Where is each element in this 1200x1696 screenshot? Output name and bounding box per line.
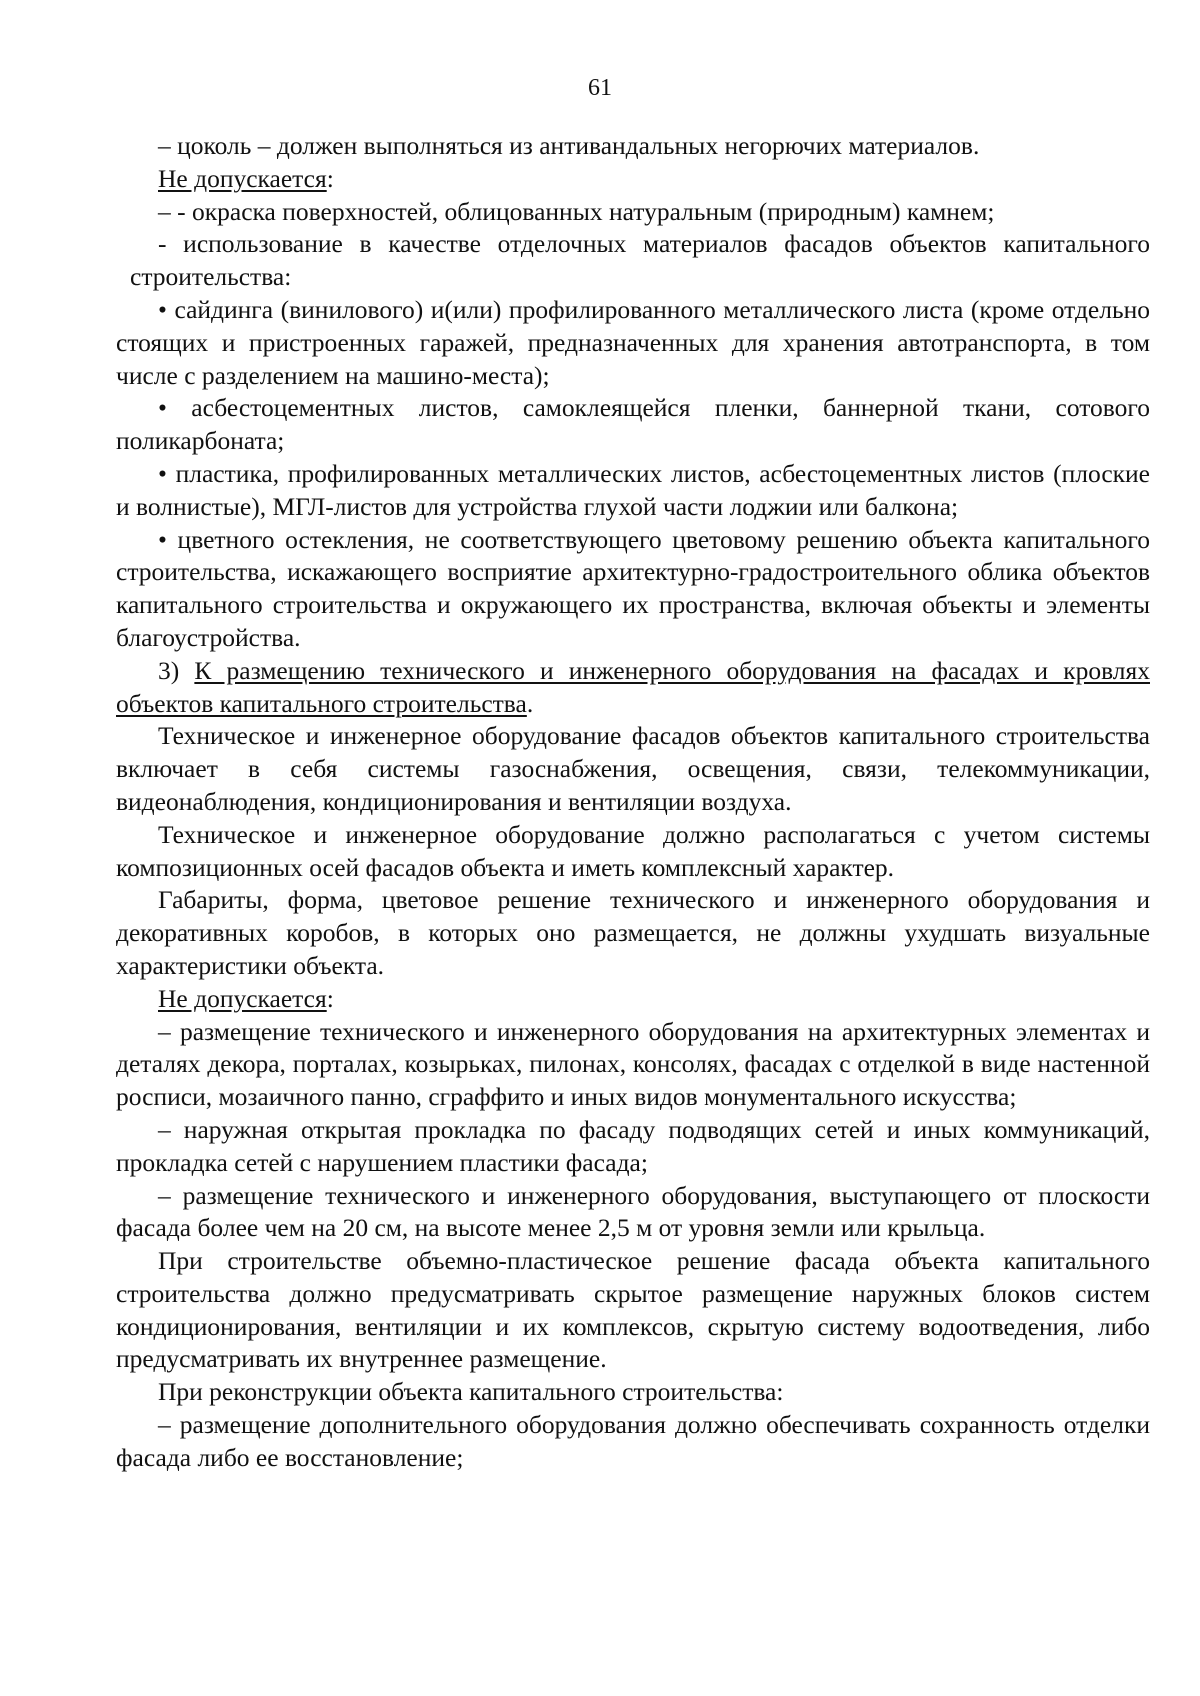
list-item-protruding-equipment: – размещение технического и инженерного оборудования, выступающего от плоскости фасада более чем на 20 см, на высоте менее 2,5 м от уровня земли или крыльца. xyxy=(116,1180,1150,1243)
bullet-asbestos: • асбестоцементных листов, самоклеящейся пленки, баннерной ткани, сотового поликарбоната; xyxy=(116,393,1150,456)
list-item-decor-placement: – размещение технического и инженерного оборудования на архитектурных элементах и деталях декора, порталах, козырьках, пилонах, консолях, фасадах с отделкой в виде настенной росписи, мозаичного панно, сграффито и иных видов монументального искусства; xyxy=(116,1016,1150,1112)
bullet-color-glazing: • цветного остекления, не соответствующего цветовому решению объекта капитального строительства, искажающего восприятие архитектурно-градостроительного облика объектов капитального строительства и окружающего их пространства, включая объекты и элементы благоустройства. xyxy=(116,524,1150,652)
paragraph-reconstruction: При реконструкции объекта капитального строительства: xyxy=(158,1377,784,1407)
paragraph-dimensions: Габариты, форма, цветовое решение технического и инженерного оборудования и декоративных коробов, в которых оно размещается, не должны ухудшать визуальные характеристики объекта. xyxy=(116,885,1150,980)
list-item-painting: – - окраска поверхностей, облицованных натуральным (природным) камнем; xyxy=(158,196,995,226)
section-title: К размещению технического и инженерного оборудования на фасадах и кровлях объектов капитального строительства xyxy=(116,655,1150,718)
section-heading-3 xyxy=(116,655,1150,721)
bullet-plastic: • пластика, профилированных металлических листов, асбестоцементных листов (плоские и волнистые), МГЛ-листов для устройства глухой части лоджии или балкона; xyxy=(116,458,1150,521)
paragraph-equipment-definition: Техническое и инженерное оборудование фасадов объектов капитального строительства включает в себя системы газоснабжения, освещения, связи, телекоммуникации, видеонаблюдения, кондиционирования и вентиляции воздуха. xyxy=(116,721,1150,816)
document-body xyxy=(116,130,1150,1475)
heading-text: Не допускается xyxy=(158,983,327,1013)
section-period: . xyxy=(526,688,534,718)
list-item-finishing-materials: - использование в качестве отделочных материалов фасадов объектов капитального строительства: xyxy=(130,229,1150,292)
bullet-siding: • сайдинга (винилового) и(или) профилированного металлического листа (кроме отдельно стоящих и пристроенных гаражей, предназначенных для хранения автотранспорта, в том числе с разделением на машино-места); xyxy=(116,294,1150,390)
paragraph-plinth: – цоколь – должен выполняться из антивандальных негорючих материалов. xyxy=(158,131,980,160)
list-item-open-wiring: – наружная открытая прокладка по фасаду подводящих сетей и иных коммуникаций, прокладка сетей с нарушением пластики фасада; xyxy=(116,1114,1150,1177)
page-number: 61 xyxy=(588,75,612,101)
heading-colon: : xyxy=(326,163,334,193)
paragraph-equipment-placement: Техническое и инженерное оборудование должно располагаться с учетом системы композиционных осей фасадов объекта и иметь комплексный характер. xyxy=(116,819,1150,882)
heading-not-allowed-2 xyxy=(116,983,1150,1016)
paragraph-construction: При строительстве объемно-пластическое решение фасада объекта капитального строительства должно предусматривать скрытое размещение наружных блоков систем кондиционирования, вентиляции и их комплексов, скрытую систему водоотведения, либо предусматривать их внутреннее размещение. xyxy=(116,1246,1150,1374)
heading-text: Не допускается xyxy=(158,163,327,193)
heading-colon: : xyxy=(326,983,334,1013)
section-number: 3) xyxy=(158,655,195,685)
heading-not-allowed-1 xyxy=(116,163,1150,196)
list-item-additional-equipment: – размещение дополнительного оборудования должно обеспечивать сохранность отделки фасада либо ее восстановление; xyxy=(116,1410,1150,1472)
